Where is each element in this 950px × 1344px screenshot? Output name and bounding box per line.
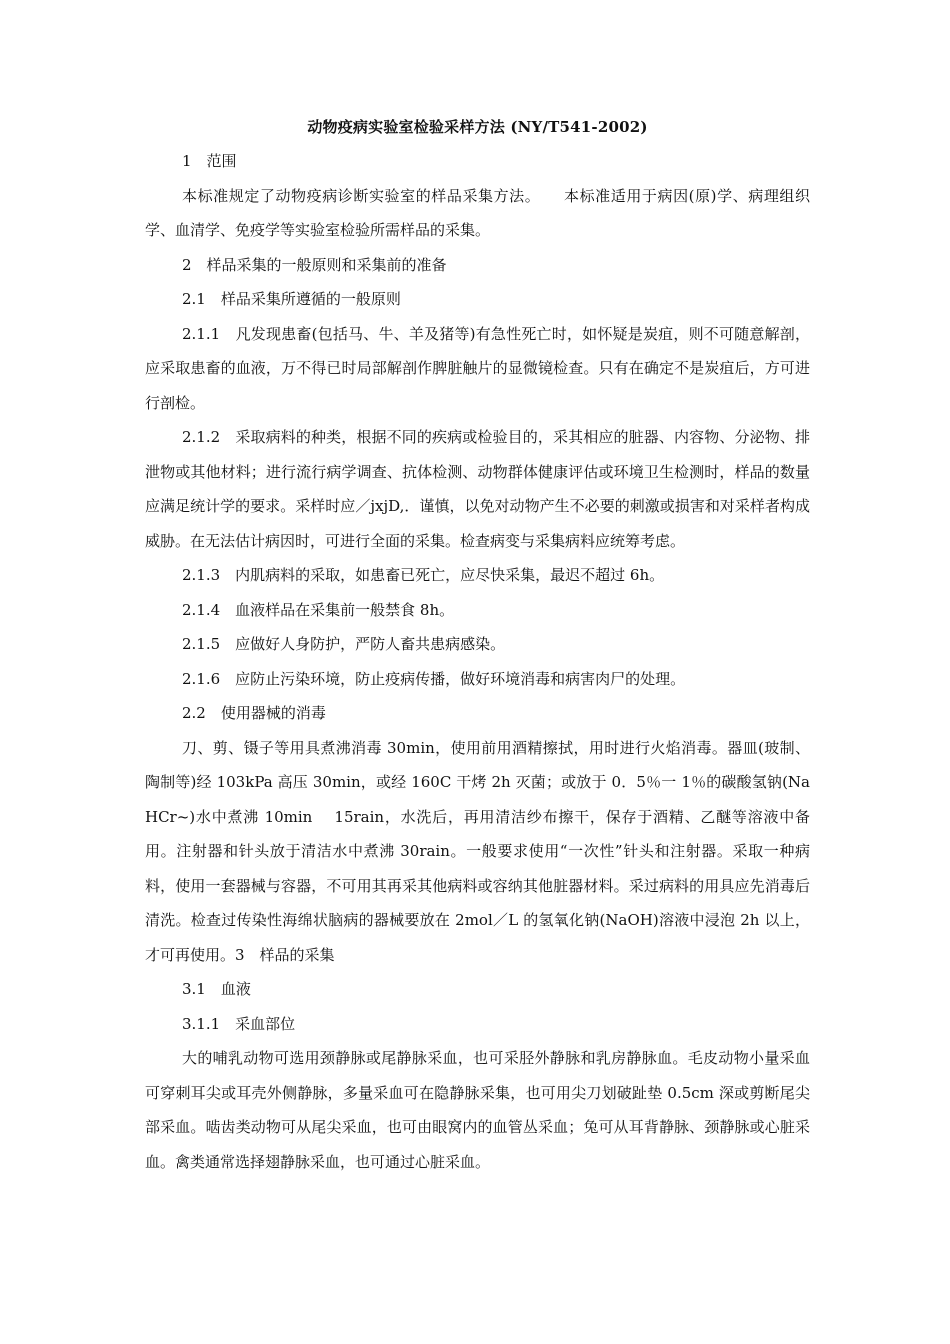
body-paragraph: 大的哺乳动物可选用颈静脉或尾静脉采血，也可采胫外静脉和乳房静脉血。毛皮动物小量采血可穿刺耳尖或耳壳外侧静脉，多量采血可在隐静脉采集，也可用尖刀划破趾垫 0.5cm 深或剪断尾尖部采血。啮齿类动物可从尾尖采血，也可由眼窝内的血管丛采血；兔可从耳背静脉、颈静脉或心脏采血。禽类通常选择翅静脉采血，也可通过心脏采血。 [145, 1049, 810, 1171]
subsection-heading: 3.1.1 采血部位 [182, 1014, 296, 1033]
clause-paragraph: 2.1.5 应做好人身防护，严防人畜共患病感染。 [182, 635, 506, 653]
subsection-heading: 2.2 使用器械的消毒 [182, 704, 326, 722]
section-heading: 2 样品采集的一般原则和采集前的准备 [182, 255, 447, 274]
document-title: 动物疫病实验室检验采样方法 (NY/T541-2002) [307, 118, 648, 136]
body-paragraph: 本标准规定了动物疫病诊断实验室的样品采集方法。 本标准适用于病因(原)学、病理组织学、血清学、免疫学等实验室检验所需样品的采集。 [145, 186, 810, 239]
section-heading: 1 范围 [182, 152, 237, 170]
body-paragraph: 刀、剪、镊子等用具煮沸消毒 30min，使用前用酒精擦拭，用时进行火焰消毒。器皿(玻制、陶制等)经 103kPa 高压 30min，或经 160C 干烤 2h 灭菌；或放于 0．5％一 1％的碳酸氢钠(NaHCr~)水中煮沸 10min 15rain，水洗后，再用清洁纱布擦干，保存于酒精、乙醚等溶液中备用。注射器和针头放于清洁水中煮沸 30rain。一般要求使用“一次性”针头和注射器。采取一种病料，使用一套器械与容器，不可用其再采其他病料或容纳其他脏器材料。采过病料的用具应先消毒后清洗。检查过传染性海绵状脑病的器械要放在 2mol／L 的氢氧化钠(NaOH)溶液中浸泡 2h 以上，才可再使用。3 样品的采集 [145, 738, 810, 964]
subsection-heading: 3.1 血液 [182, 980, 251, 998]
clause-paragraph: 2.1.6 应防止污染环境，防止疫病传播，做好环境消毒和病害肉尸的处理。 [182, 669, 686, 688]
clause-paragraph: 2.1.3 内肌病料的采取，如患畜已死亡，应尽快采集，最迟不超过 6h。 [182, 566, 665, 584]
clause-paragraph: 2.1.1 凡发现患畜(包括马、牛、羊及猪等)有急性死亡时，如怀疑是炭疽，则不可随意解剖，应采取患畜的血液，万不得已时局部解剖作脾脏触片的显微镜检查。只有在确定不是炭疽后，方可进行剖检。 [145, 324, 810, 412]
clause-paragraph: 2.1.2 采取病料的种类，根据不同的疾病或检验目的，采其相应的脏器、内容物、分泌物、排泄物或其他材料；进行流行病学调查、抗体检测、动物群体健康评估或环境卫生检测时，样品的数量应满足统计学的要求。采样时应／jxjD,．谨慎，以免对动物产生不必要的刺激或损害和对采样者构成威胁。在无法估计病因时，可进行全面的采集。检查病变与采集病料应统筹考虑。 [145, 428, 810, 550]
clause-paragraph: 2.1.4 血液样品在采集前一般禁食 8h。 [182, 600, 455, 619]
document-page [145, 110, 810, 1179]
subsection-heading: 2.1 样品采集所遵循的一般原则 [182, 290, 401, 308]
